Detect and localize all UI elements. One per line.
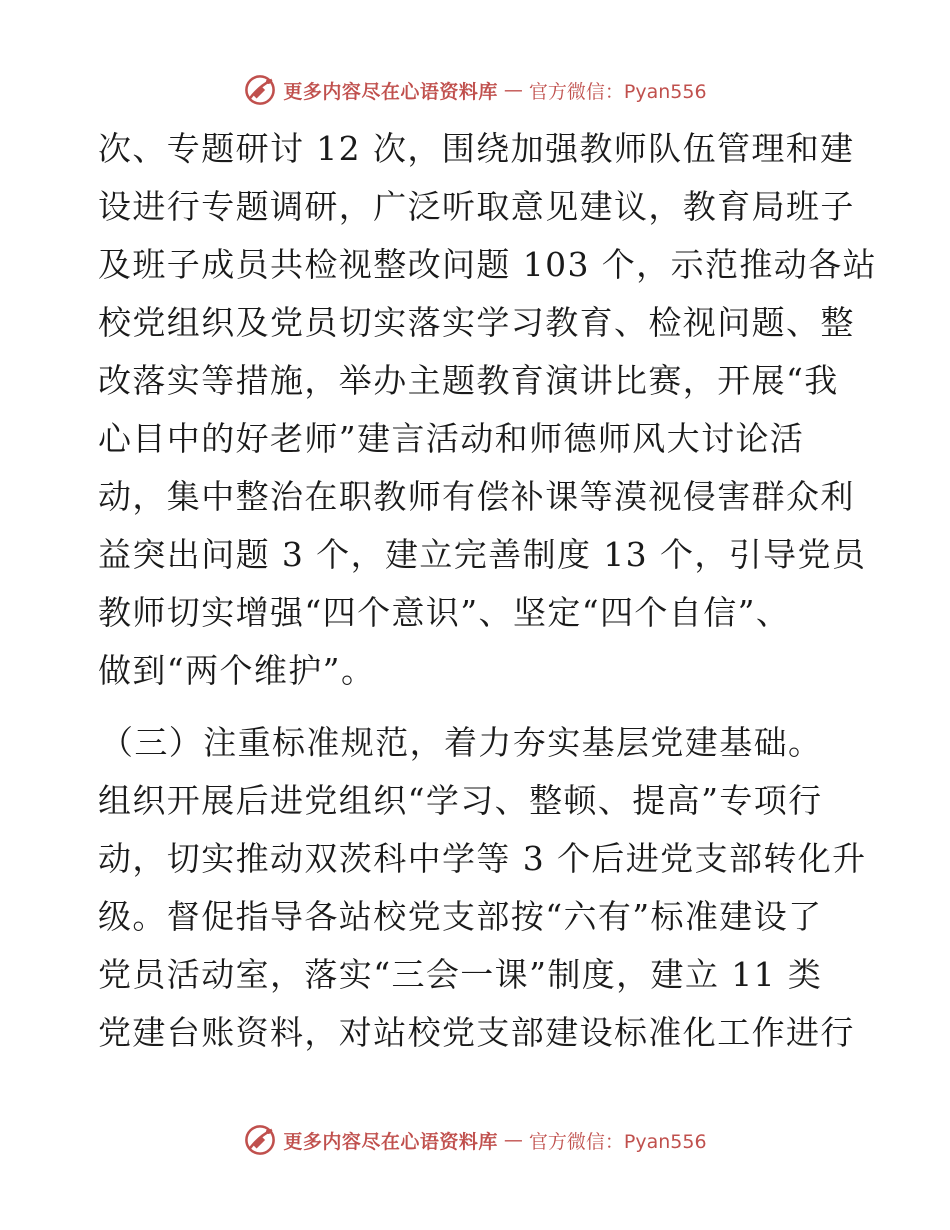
text-line: 改落实等措施，举办主题教育演讲比赛，开展“我 xyxy=(98,361,839,400)
document-body xyxy=(98,120,877,1062)
footer-watermark xyxy=(0,1122,950,1158)
text-line: 益突出问题 3 个，建立完善制度 13 个，引导党员 xyxy=(98,535,867,574)
text-line: 校党组织及党员切实落实学习教育、检视问题、整 xyxy=(98,303,855,342)
text-line: 级。督促指导各站校党支部按“六有”标准建设了 xyxy=(98,897,823,936)
watermark-title: 更多内容尽在心语资料库 xyxy=(283,1130,498,1153)
text-line: 做到“两个维护”。 xyxy=(98,651,376,690)
pen-logo-icon xyxy=(243,1123,277,1157)
text-line: 动，切实推动双茨科中学等 3 个后进党支部转化升 xyxy=(98,839,867,878)
text-line: 党建台账资料，对站校党支部建设标准化工作进行 xyxy=(98,1013,855,1052)
text-line: 次、专题研讨 12 次，围绕加强教师队伍管理和建 xyxy=(98,129,855,168)
text-line: 党员活动室，落实“三会一课”制度，建立 11 类 xyxy=(98,955,823,994)
pen-logo-icon xyxy=(243,73,277,107)
text-line: 设进行专题调研，广泛听取意见建议，教育局班子 xyxy=(98,187,855,226)
paragraph-1 xyxy=(98,120,877,700)
header-watermark xyxy=(0,72,950,108)
text-line: 心目中的好老师”建言活动和师德师风大讨论活 xyxy=(98,419,805,458)
watermark-wechat: 官方微信：Pyan556 xyxy=(528,1130,707,1153)
paragraph-2 xyxy=(98,772,867,1062)
watermark-separator: — xyxy=(503,79,523,101)
text-line: 及班子成员共检视整改问题 103 个，示范推动各站 xyxy=(98,245,877,284)
text-line: 组织开展后进党组织“学习、整顿、提高”专项行 xyxy=(98,781,823,820)
section-heading: （三）注重标准规范，着力夯实基层党建基础。 xyxy=(100,723,823,762)
text-line: 动，集中整治在职教师有偿补课等漠视侵害群众利 xyxy=(98,477,855,516)
watermark-wechat: 官方微信：Pyan556 xyxy=(528,80,707,103)
text-line: 教师切实增强“四个意识”、坚定“四个自信”、 xyxy=(98,593,791,632)
watermark-title: 更多内容尽在心语资料库 xyxy=(283,80,498,103)
watermark-separator: — xyxy=(503,1129,523,1151)
